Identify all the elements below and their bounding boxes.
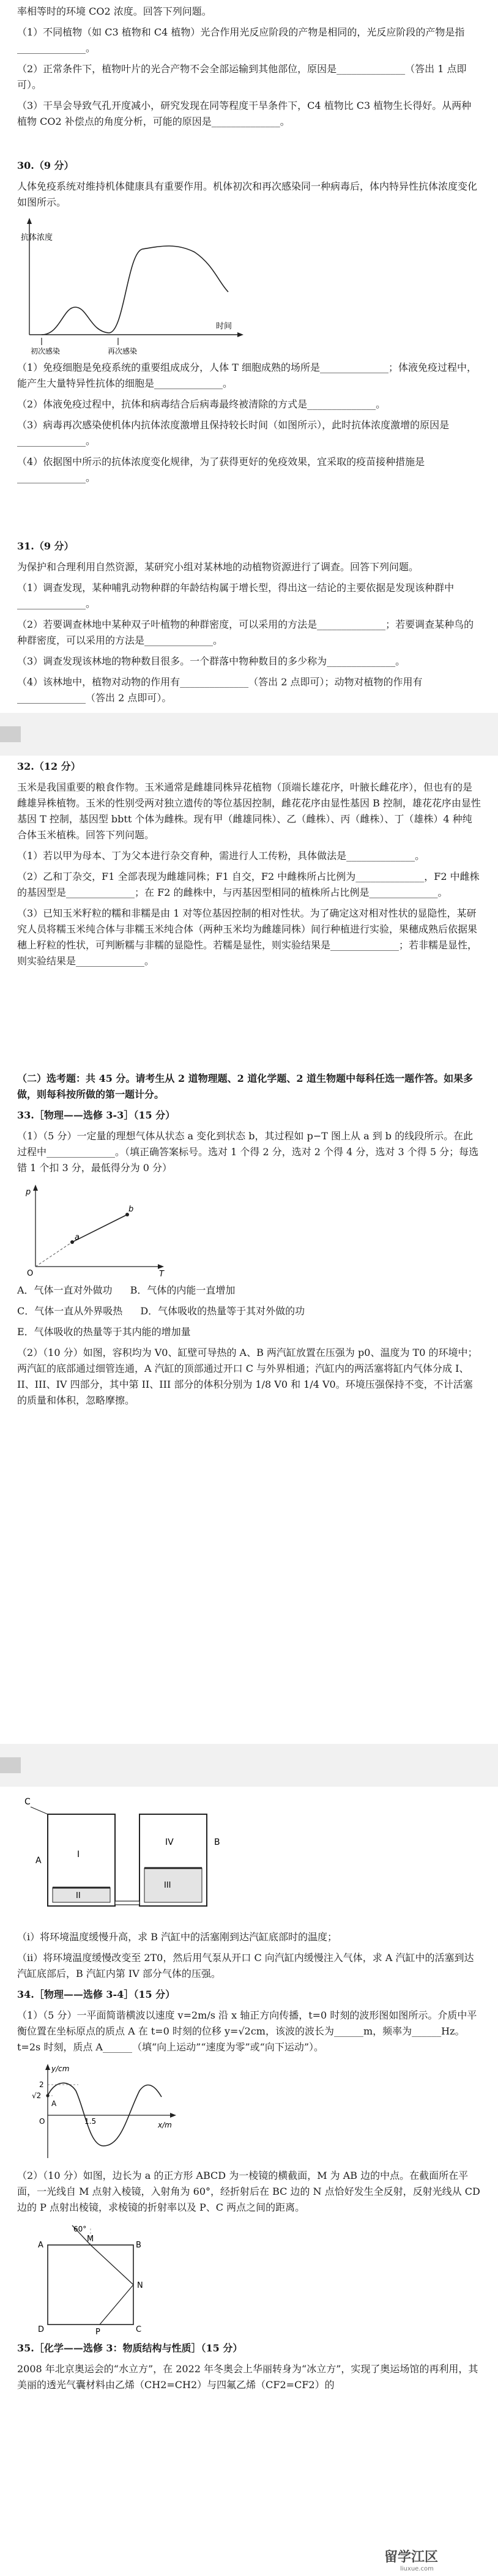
x-axis-arrow <box>237 332 243 337</box>
y-axis-arrow <box>27 218 32 224</box>
wave-curve <box>48 2083 162 2146</box>
wave-y-arrow <box>45 2064 50 2070</box>
question-line: （1）不同植物（如 C3 植物和 C4 植物）光合作用光反应阶段的产物是相同的，光反应阶段的产物是指______________。 <box>17 26 465 54</box>
page-separator <box>0 713 498 756</box>
y-axis-label: 抗体浓度 <box>21 233 53 242</box>
vertex-d-label: D <box>38 2325 45 2334</box>
question-line: （i）将环境温度缓慢升高，求 B 汽缸中的活塞刚到达汽缸底部时的温度； <box>17 1931 338 1943</box>
wave-point-a-label: A <box>51 2099 57 2108</box>
antibody-curve <box>42 246 228 335</box>
point-m-label: M <box>87 2235 94 2244</box>
second-infection-label: 再次感染 <box>108 347 138 356</box>
section-photosynthesis <box>17 4 481 135</box>
wave-tick-label: 1.5 <box>84 2117 97 2126</box>
wave-root2-label: √2 <box>32 2091 42 2100</box>
point-p-label: P <box>95 2328 100 2337</box>
watermark-url: liuxue.com <box>400 2566 434 2572</box>
first-infection-label: 初次感染 <box>31 347 61 356</box>
question-heading: 33.［物理——选修 3-3］（15 分） <box>17 1109 176 1121</box>
question-line: （1）调查发现，某种哺乳动物种群的年龄结构属于增长型，得出这一结论的主要依据是发现该种群中______________。 <box>17 582 455 609</box>
cylinder-b-label: B <box>214 1837 220 1847</box>
page-separator <box>0 1744 498 1787</box>
x-axis-label: 时间 <box>216 322 232 331</box>
separator-tab <box>0 1757 21 1773</box>
antibody-graph <box>17 215 250 356</box>
point-n-label: N <box>137 2281 143 2290</box>
question-line: （2）乙和丁杂交，F1 全部表现为雌雄同株；F1 自交，F2 中雌株所占比例为______________，F2 中雌株的基因型是______________；在 F2 的雌株中，与丙基因型相同的植株所占比例是______________。 <box>17 871 480 898</box>
question-heading: 32.（12 分） <box>17 761 81 772</box>
question-line: （ii）将环境温度缓慢改变至 2T0，然后用气泵从开口 C 向汽缸内缓慢注入气体，求 A 汽缸中的活塞到达汽缸底部后，B 汽缸内第 IV 部分气体的压强。 <box>17 1952 474 1979</box>
origin-label: O <box>27 1269 34 1278</box>
extension-line <box>35 1242 72 1267</box>
chamber-iii-label: III <box>164 1881 171 1890</box>
question-line: （2）体液免疫过程中，抗体和病毒结合后病毒最终被清除的方式是______________。 <box>17 398 386 410</box>
vertex-a-label: A <box>38 2241 43 2250</box>
question-line: 2008 年北京奥运会的“水立方”，在 2022 年冬奥会上华丽转身为“冰立方”，实现了奥运场馆的再利用，其美丽的透光气囊材料由乙烯（CH2=CH2）与四氟乙烯（CF2=CF2）的 <box>17 2363 478 2391</box>
question-line: （2）正常条件下，植物叶片的光合产物不会全部运输到其他部位，原因是______________（答出 1 点即可）。 <box>17 63 467 91</box>
options-row <box>17 1303 481 1319</box>
reflected-ray <box>100 2285 133 2325</box>
question-line: （1）（5 分）一定量的理想气体从状态 a 变化到状态 b，其过程如 p−T 图上从 a 到 b 的线段所示。在此过程中______________。（填正确答案标号。选对 1 个得 2 分，选对 2 个得 4 分，选对 3 个得 5 分；每选错 1 个扣 3 分，最低得分为 0 分） <box>17 1130 479 1174</box>
option-e: E．气体吸收的热量等于其内能的增加量 <box>17 1326 191 1338</box>
question-line: （3）病毒再次感染使机体内抗体浓度激增且保持较长时间（如图所示），此时抗体浓度激增的原因是______________。 <box>17 419 450 447</box>
wave-x-arrow <box>170 2113 176 2118</box>
cylinder-diagram <box>23 1796 243 1924</box>
option-b: B．气体的内能一直增加 <box>130 1284 236 1296</box>
t-axis-label: T <box>159 1270 164 1279</box>
question-line: （2）（10 分）如图，容积均为 V0、缸壁可导热的 A、B 两汽缸放置在压强为 p0、温度为 T0 的环境中；两汽缸的底部通过细管连通，A 汽缸的顶部通过开口 C 与外界相通；汽缸内的两活塞将缸内气体分成 I、II、III、IV 四部分，其中第 II、III 部分的体积分别为 1/8 V0 和 1/4 V0。环境压强保持不变，不计活塞的质量和体积，忽略摩擦。 <box>17 1347 478 1406</box>
watermark-text: 留学江区 <box>384 2550 439 2565</box>
question-line: （2）若要调查林地中某种双子叶植物的种群密度，可以采用的方法是______________；若要调查某种鸟的种群密度，可以采用的方法是______________。 <box>17 619 474 646</box>
ab-segment <box>72 1215 127 1242</box>
opening-c-label: C <box>24 1797 31 1807</box>
question-line: （3）干旱会导致气孔开度减小，研究发现在同等程度干旱条件下，C4 植物比 C3 植物生长得好。从两种植物 CO2 补偿点的角度分析，可能的原因是______________。 <box>17 100 472 127</box>
elective-section <box>17 1071 481 1413</box>
option-c: C．气体一直从外界吸热 <box>17 1305 123 1317</box>
t-axis-arrow <box>158 1264 164 1269</box>
question-line: （1）（5 分）一平面简谐横波以速度 v=2m/s 沿 x 轴正方向传播，t=0 时刻的波形图如图所示。介质中平衡位置在坐标原点的质点 A 在 t=0 时刻的位移 y=√2cm，该波的波长为______m，频率为______Hz。t=2s 时刻，质点 A______（填“向上运动”“速度为零”或“向下运动”）。 <box>17 2009 477 2053</box>
wave-origin-label: O <box>39 2117 45 2126</box>
question-heading: 30.（9 分） <box>17 160 74 171</box>
question-line: （2）（10 分）如图，边长为 a 的正方形 ABCD 为一棱镜的横截面，M 为 AB 边的中点。在截面所在平面，一光线自 M 点射入棱镜，入射角为 60°，经折射后在 BC 边的 N 点恰好发生全反射，反射光线从 CD 边的 P 点射出棱镜，求棱镜的折射率以及 P、C 两点之间的距离。 <box>17 2170 480 2213</box>
chamber-iii <box>144 1868 202 1902</box>
prism-diagram <box>23 2220 170 2337</box>
question-33-part2 <box>17 1796 481 2398</box>
question-line: （3）调查发现该林地的物种数目很多。一个群落中物种数目的多少称为______________。 <box>17 655 406 667</box>
point-b-label: b <box>128 1205 134 1214</box>
wave-y-label: y/cm <box>51 2064 70 2073</box>
question-line: （3）已知玉米籽粒的糯和非糯是由 1 对等位基因控制的相对性状。为了确定这对相对性状的显隐性，某研究人员将糯玉米纯合体与非糯玉米纯合体（两种玉米均为雌雄同株）间行种植进行实验，果穗成熟后依据果穗上籽粒的性状，可判断糯与非糯的显隐性。若糯是显性，则实验结果是______________；若非糯是显性，则实验结果是______________。 <box>17 907 478 967</box>
question-stem: 玉米是我国重要的粮食作物。玉米通常是雌雄同株异花植物（顶端长雄花序，叶腋长雌花序），但也有的是雌雄异株植物。玉米的性别受两对独立遗传的等位基因控制，雌花花序由显性基因 B 控制，雄花花序由显性基因 T 控制，基因型 bbtt 个体为雌株。现有甲（雌雄同株）、乙（雌株）、丙（雌株）、丁（雄株）4 种纯合体玉米植株。回答下列问题。 <box>17 781 481 841</box>
wave-x-label: x/m <box>158 2121 172 2129</box>
options-row <box>17 1282 481 1298</box>
angle-60-label: 60° <box>73 2225 87 2233</box>
p-axis-label: p <box>26 1188 31 1197</box>
prism-square <box>48 2245 133 2325</box>
vertex-c-label: C <box>136 2325 142 2334</box>
point-a-wave <box>46 2094 49 2097</box>
question-line: （1）免疫细胞是免疫系统的重要组成成分，人体 T 细胞成熟的场所是______________；体液免疫过程中，能产生大量特异性抗体的细胞是______________。 <box>17 362 477 389</box>
connecting-tube <box>115 1901 139 1905</box>
question-31 <box>17 538 481 711</box>
vertex-b-label: B <box>136 2241 141 2250</box>
opening-c-leader <box>31 1807 48 1814</box>
elective-heading: （二）选考题：共 45 分。请考生从 2 道物理题、2 道化学题、2 道生物题中每科任选一题作答。如果多做，则每科按所做的第一题计分。 <box>17 1073 474 1100</box>
question-heading: 31.（9 分） <box>17 540 74 552</box>
refracted-ray <box>91 2245 133 2285</box>
question-30 <box>17 158 481 491</box>
chamber-ii <box>53 1888 110 1902</box>
cylinder-a-label: A <box>35 1856 42 1866</box>
question-stem: 人体免疫系统对维持机体健康具有重要作用。机体初次和再次感染同一种病毒后，体内特异性抗体浓度变化如图所示。 <box>17 181 478 208</box>
question-stem: 为保护和合理利用自然资源，某研究小组对某林地的动植物资源进行了调查。回答下列问题。 <box>17 561 419 573</box>
point-a-label: a <box>75 1233 80 1242</box>
wave-amp-label: 2 <box>39 2080 44 2089</box>
chamber-i-label: I <box>77 1850 80 1859</box>
text-line: 率相等时的环境 CO2 浓度。回答下列问题。 <box>17 6 212 17</box>
option-d: D．气体吸收的热量等于其对外做的功 <box>140 1305 305 1317</box>
wave-graph <box>23 2060 182 2164</box>
option-a: A．气体一直对外做功 <box>17 1284 113 1296</box>
question-32 <box>17 759 481 974</box>
p-axis-arrow <box>33 1185 38 1191</box>
question-line: （1）若以甲为母本、丁为父本进行杂交育种，需进行人工传粉，具体做法是______________。 <box>17 850 425 862</box>
question-heading: 34.［物理——选修 3-4］（15 分） <box>17 1989 176 2000</box>
pt-graph <box>23 1181 170 1279</box>
question-heading: 35.［化学——选修 3：物质结构与性质］（15 分） <box>17 2342 243 2354</box>
chamber-ii-label: II <box>76 1891 81 1900</box>
point-a <box>70 1240 74 1244</box>
question-line: （4）该林地中，植物对动物的作用有______________（答出 2 点即可）；动物对植物的作用有______________（答出 2 点即可）。 <box>17 676 423 704</box>
watermark-logo <box>382 2545 492 2572</box>
question-line: （4）依据图中所示的抗体浓度变化规律，为了获得更好的免疫效果，宜采取的疫苗接种措施是______________。 <box>17 456 425 483</box>
separator-tab <box>0 726 21 742</box>
chamber-iv-label: IV <box>165 1837 174 1847</box>
